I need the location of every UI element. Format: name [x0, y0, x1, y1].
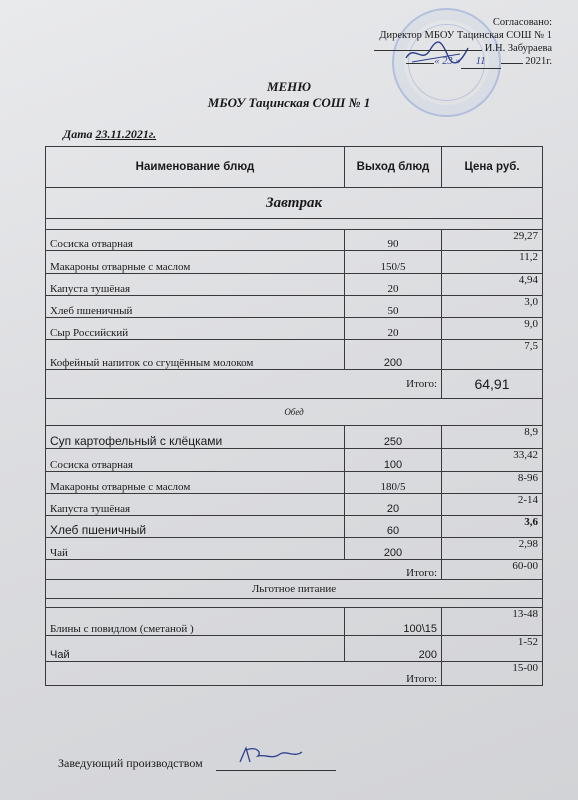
col-output-header: Выход блюд — [345, 147, 442, 188]
approval-block — [312, 16, 552, 69]
dish-name: Чай — [46, 538, 345, 560]
approval-position: Директор МБОУ Тацинская СОШ № 1 — [379, 30, 552, 41]
table-row — [46, 426, 543, 449]
approval-date-line — [312, 55, 552, 69]
date-value: 23.11.2021г. — [95, 127, 157, 141]
dish-price: 2,98 — [442, 538, 543, 560]
dish-price: 33,42 — [442, 449, 543, 472]
table-row — [46, 340, 543, 370]
breakfast-total: 64,91 — [442, 370, 543, 399]
approval-month: 11 — [461, 55, 501, 69]
footer-signature — [58, 756, 336, 771]
dish-output: 50 — [345, 296, 442, 318]
dish-price: 29,27 — [442, 230, 543, 251]
approval-heading: Согласовано: — [492, 17, 552, 28]
dish-name: Сосиска отварная — [46, 230, 345, 251]
dish-output: 150/5 — [345, 251, 442, 274]
preferential-total-row — [46, 662, 543, 686]
menu-date — [63, 127, 156, 142]
dish-name: Кофейный напиток со сгущённым молоком — [46, 340, 345, 370]
dish-price: 3,6 — [442, 516, 543, 538]
dish-name: Макароны отварные с маслом — [46, 251, 345, 274]
table-row — [46, 318, 543, 340]
table-row — [46, 274, 543, 296]
dish-output: 90 — [345, 230, 442, 251]
col-price-header: Цена руб. — [442, 147, 543, 188]
total-label: Итого: — [46, 370, 442, 399]
dish-price: 9,0 — [442, 318, 543, 340]
dish-output: 20 — [345, 318, 442, 340]
table-row — [46, 538, 543, 560]
manager-signature — [236, 744, 306, 768]
dish-output: 100\15 — [345, 608, 442, 636]
dish-name: Хлеб пшеничный — [46, 516, 345, 538]
dish-name: Капуста тушёная — [46, 494, 345, 516]
total-label: Итого: — [46, 560, 442, 580]
dish-output: 200 — [345, 538, 442, 560]
breakfast-total-row — [46, 370, 543, 399]
total-label: Итого: — [46, 662, 442, 686]
dish-price: 8,9 — [442, 426, 543, 449]
dish-output: 20 — [345, 494, 442, 516]
dish-name: Суп картофельный с клёцками — [46, 426, 345, 449]
dish-price: 13-48 — [442, 608, 543, 636]
preferential-title: Льготное питание — [46, 580, 543, 599]
dish-name: Капуста тушёная — [46, 274, 345, 296]
lunch-total-row — [46, 560, 543, 580]
dish-price: 2-14 — [442, 494, 543, 516]
approval-year: 2021г. — [525, 56, 552, 67]
approval-signature-line — [312, 42, 552, 55]
table-row — [46, 516, 543, 538]
preferential-total: 15-00 — [442, 662, 543, 686]
signature-line — [216, 756, 336, 771]
dish-price: 8-96 — [442, 472, 543, 494]
dish-name: Макароны отварные с маслом — [46, 472, 345, 494]
dish-output: 250 — [345, 426, 442, 449]
table-header-row — [46, 147, 543, 188]
dish-name: Хлеб пшеничный — [46, 296, 345, 318]
col-name-header: Наименование блюд — [46, 147, 345, 188]
dish-output: 200 — [345, 636, 442, 662]
dish-price: 4,94 — [442, 274, 543, 296]
dish-price: 1-52 — [442, 636, 543, 662]
lunch-title: Обед — [46, 399, 543, 426]
approval-director-name: И.Н. Забураева — [484, 43, 552, 54]
table-row — [46, 636, 543, 662]
table-row — [46, 494, 543, 516]
footer-label: Заведующий производством — [58, 756, 203, 770]
dish-output: 60 — [345, 516, 442, 538]
dish-name: Блины с повидлом (сметаной ) — [46, 608, 345, 636]
menu-title: МЕНЮ — [266, 79, 312, 94]
menu-table — [45, 146, 543, 686]
lunch-total: 60-00 — [442, 560, 543, 580]
dish-name: Чай — [46, 636, 345, 662]
breakfast-title: Завтрак — [46, 188, 543, 219]
date-label: Дата — [63, 127, 93, 141]
table-row — [46, 296, 543, 318]
table-row — [46, 608, 543, 636]
table-row — [46, 449, 543, 472]
dish-output: 180/5 — [345, 472, 442, 494]
dish-name: Сосиска отварная — [46, 449, 345, 472]
table-row — [46, 251, 543, 274]
school-name: МБОУ Тацинская СОШ № 1 — [207, 95, 371, 110]
dish-price: 3,0 — [442, 296, 543, 318]
table-row — [46, 230, 543, 251]
dish-name: Сыр Российский — [46, 318, 345, 340]
table-row — [46, 472, 543, 494]
dish-output: 100 — [345, 449, 442, 472]
dish-output: 20 — [345, 274, 442, 296]
dish-price: 7,5 — [442, 340, 543, 370]
approval-day: « 23 » — [434, 56, 461, 67]
dish-price: 11,2 — [442, 251, 543, 274]
dish-output: 200 — [345, 340, 442, 370]
